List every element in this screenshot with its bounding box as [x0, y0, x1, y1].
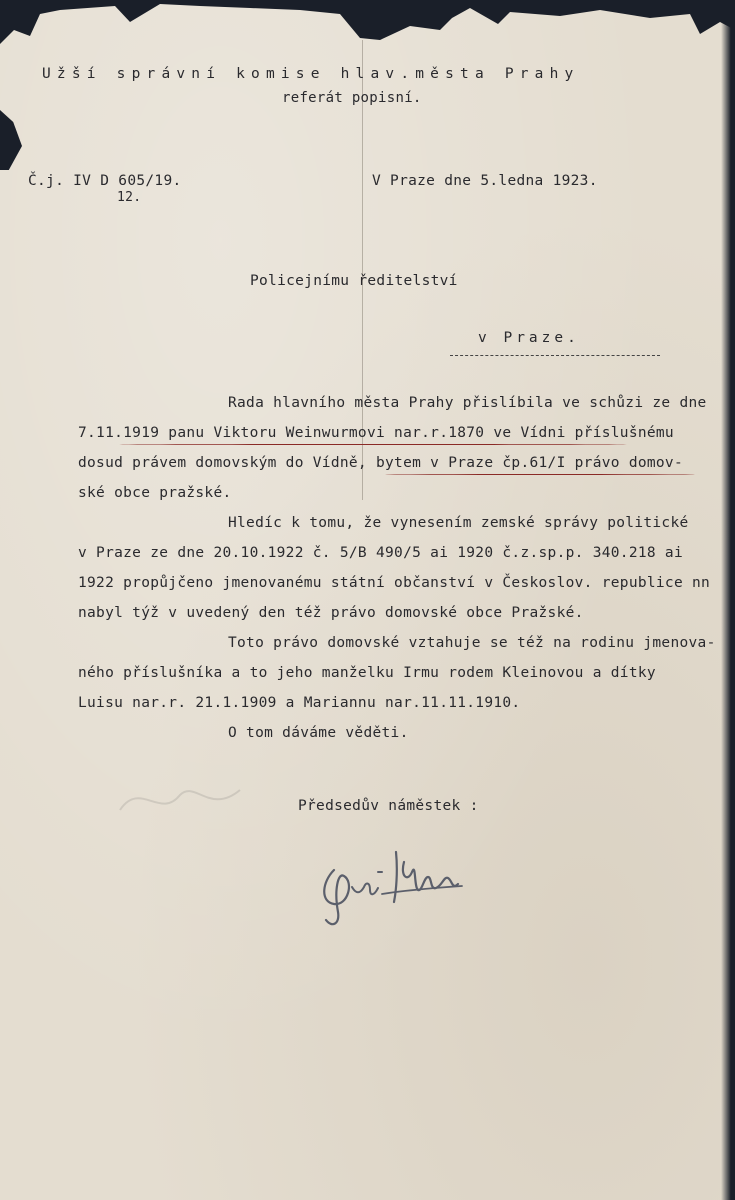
red-pencil-underline	[118, 444, 628, 445]
recipient-city: v Praze.	[478, 330, 580, 346]
reference-sub-number: 12.	[117, 190, 142, 205]
torn-left-edge	[0, 110, 22, 170]
closing-title: Předsedův náměstek :	[298, 798, 479, 814]
body-line: O tom dáváme věděti.	[228, 725, 409, 741]
body-line: Luisu nar.r. 21.1.1909 a Mariannu nar.11.11.1910.	[78, 695, 521, 711]
handwritten-signature	[312, 832, 472, 932]
body-line: ného příslušníka a to jeho manželku Irmu rodem Kleinovou a dítky	[78, 665, 656, 681]
body-line: Hledíc k tomu, že vynesením zemské správy politické	[228, 515, 689, 531]
faint-stamp-mark	[110, 770, 260, 830]
body-line: v Praze ze dne 20.10.1922 č. 5/B 490/5 ai 1920 č.z.sp.p. 340.218 ai	[78, 545, 683, 561]
body-line: 1922 propůjčeno jmenovanému státní občanství v Českoslov. republice nn	[78, 575, 711, 591]
body-line: ské obce pražské.	[78, 485, 232, 501]
body-line: Toto právo domovské vztahuje se též na rodinu jmenova-	[228, 635, 716, 651]
body-line: nabyl týž v uvedený den též právo domovské obce Pražské.	[78, 605, 584, 621]
torn-top-edge	[0, 0, 735, 44]
recipient-name: Policejnímu ředitelství	[250, 273, 458, 289]
city-underline	[450, 355, 660, 356]
body-line: 7.11.1919 panu Viktoru Weinwurmovi nar.r.1870 ve Vídni příslušnému	[78, 425, 674, 441]
reference-number: Č.j. IV D 605/19.	[28, 173, 182, 189]
body-line: Rada hlavního města Prahy přislíbila ve schůzi ze dne	[228, 395, 707, 411]
body-line: dosud právem domovským do Vídně, bytem v Praze čp.61/I právo domov-	[78, 455, 683, 471]
date-line: V Praze dne 5.ledna 1923.	[372, 173, 598, 189]
department-header: referát popisní.	[282, 90, 422, 106]
red-pencil-underline	[385, 474, 695, 475]
authority-header: Užší správní komise hlav.města Prahy	[42, 66, 580, 82]
worn-right-edge	[721, 0, 735, 1200]
